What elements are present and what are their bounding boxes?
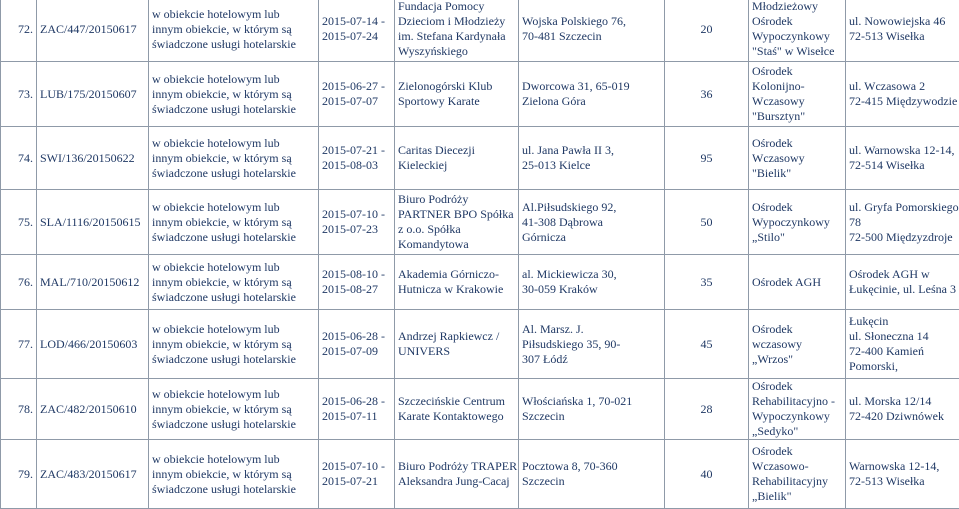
organizer-address-cell [519,310,665,379]
accommodation-form-line: w obiekcie hotelowym lub [152,7,315,22]
organizer-line: Fundacja Pomocy [398,0,515,14]
facility-name-line: Ośrodek [752,14,842,29]
accommodation-form-line: innym obiekcie, w którym są [152,337,315,352]
table-row [1,127,959,190]
organizer-cell [395,190,519,255]
participant-count-cell: 40 [665,440,749,509]
accommodation-form-line: innym obiekcie, w którym są [152,275,315,290]
date-range-line: 2015-07-10 - [322,207,391,222]
date-range-line: 2015-06-27 - [322,79,391,94]
organizer-line: PARTNER BPO Spółka [398,207,515,222]
facility-location-line: 72-420 Dziwnówek [849,409,956,424]
facility-name-line: Wypoczynkowy [752,409,842,424]
organizer-line: Andrzej Rapkiewcz / [398,329,515,344]
date-range-line: 2015-06-28 - [322,394,391,409]
organizer-address-line: 41-308 Dąbrowa [522,215,661,230]
registration-number-cell: LUB/175/20150607 [37,62,149,127]
organizer-line: Karate Kontaktowego [398,409,515,424]
facility-location-line: ul. Gryfa Pomorskiego [849,200,956,215]
organizer-address-cell [519,255,665,310]
accommodation-form-line: innym obiekcie, w którym są [152,87,315,102]
participant-count-cell: 45 [665,310,749,379]
organizer-line: Akademia Górniczo- [398,267,515,282]
organizer-line: Caritas Diecezji [398,143,515,158]
organizer-address-line: Włościańska 1, 70-021 [522,394,661,409]
facility-name-cell [749,440,846,509]
facility-name-cell [749,255,846,310]
organizer-address-cell [519,0,665,62]
facility-name-line: „Wrzos" [752,352,842,367]
facility-name-line: Rehabilitacyjny [752,474,842,489]
organizer-line: Biuro Podróży [398,192,515,207]
participant-count-cell: 36 [665,62,749,127]
accommodation-form-line: świadczone usługi hotelarskie [152,482,315,497]
date-range-line: 2015-07-14 - [322,14,391,29]
facility-location-line: 78 [849,215,956,230]
facility-location-line: Łukęcinie, ul. Leśna 3 [849,282,956,297]
date-range-line: 2015-06-28 - [322,329,391,344]
facility-location-line: Warnowska 12-14, [849,459,956,474]
facility-name-line: Ośrodek [752,444,842,459]
facility-name-line: Ośrodek [752,136,842,151]
organizer-address-cell [519,127,665,190]
table-row [1,440,959,509]
entry-number-cell: 77. [1,310,37,379]
organizer-line: Hutnicza w Krakowie [398,282,515,297]
organizer-line: UNIVERS [398,344,515,359]
organizer-line: Kieleckiej [398,158,515,173]
accommodation-form-cell [149,440,319,509]
organizer-address-line: Zielona Góra [522,94,661,109]
organizer-address-line: Górnicza [522,230,661,245]
date-range-line: 2015-07-11 [322,409,391,424]
entry-number-cell: 76. [1,255,37,310]
organizer-cell [395,0,519,62]
date-range-line: 2015-07-07 [322,94,391,109]
entry-number-cell: 72. [1,0,37,62]
table-row [1,62,959,127]
facility-name-line: Ośrodek AGH [752,275,842,290]
accommodation-form-cell [149,255,319,310]
facility-name-line: "Staś" w Wisełce [752,44,842,59]
accommodation-form-line: innym obiekcie, w którym są [152,467,315,482]
accommodation-form-line: świadczone usługi hotelarskie [152,102,315,117]
accommodation-form-line: innym obiekcie, w którym są [152,151,315,166]
facility-name-line: wczasowy [752,337,842,352]
facility-name-line: Ośrodek [752,379,842,394]
organizer-address-cell [519,62,665,127]
date-range-line: 2015-08-03 [322,158,391,173]
date-range-line: 2015-08-27 [322,282,391,297]
organizer-cell [395,62,519,127]
facility-location-line: 72-513 Wisełka [849,474,956,489]
table-row [1,379,959,440]
facility-location-cell [846,310,959,379]
facility-name-line: Ośrodek [752,64,842,79]
accommodation-form-cell [149,310,319,379]
entry-number-cell: 73. [1,62,37,127]
entry-number-cell: 78. [1,379,37,440]
facility-name-line: Kolonijno- [752,79,842,94]
date-range-cell [319,62,395,127]
facility-name-cell [749,62,846,127]
accommodation-form-line: świadczone usługi hotelarskie [152,37,315,52]
facility-name-line: Rehabilitacyjno - [752,394,842,409]
organizer-line: Biuro Podróży TRAPER [398,459,515,474]
organizer-line: Sportowy Karate [398,94,515,109]
facility-location-cell [846,190,959,255]
facility-location-line: Pomorski, [849,359,956,374]
facility-name-line: "Bielik" [752,166,842,181]
facility-name-line: Wczasowy [752,151,842,166]
accommodation-form-line: świadczone usługi hotelarskie [152,417,315,432]
organizer-line: Wyszyńskiego [398,44,515,59]
date-range-line: 2015-07-21 - [322,143,391,158]
facility-location-line: ul. Wczasowa 2 [849,79,956,94]
facility-name-line: „Sedyko" [752,424,842,439]
organizer-address-line: Dworcowa 31, 65-019 [522,79,661,94]
organizer-address-line: al. Mickiewicza 30, [522,267,661,282]
accommodation-form-cell [149,62,319,127]
accommodation-form-line: w obiekcie hotelowym lub [152,200,315,215]
accommodation-form-line: w obiekcie hotelowym lub [152,452,315,467]
accommodation-form-line: innym obiekcie, w którym są [152,402,315,417]
organizer-address-line: Al.Piłsudskiego 92, [522,200,661,215]
facility-name-line: Wczasowo- [752,459,842,474]
date-range-line: 2015-07-24 [322,29,391,44]
participant-count-cell: 35 [665,255,749,310]
date-range-line: 2015-08-10 - [322,267,391,282]
accommodation-form-line: świadczone usługi hotelarskie [152,230,315,245]
date-range-cell [319,190,395,255]
facility-location-line: 72-400 Kamień [849,344,956,359]
registration-number-cell: ZAC/447/20150617 [37,0,149,62]
accommodation-form-line: świadczone usługi hotelarskie [152,352,315,367]
registration-number-cell: SWI/136/20150622 [37,127,149,190]
facility-name-line: „Bielik" [752,489,842,504]
organizer-line: Szczecińskie Centrum [398,394,515,409]
facility-location-line: Ośrodek AGH w [849,267,956,282]
accommodation-form-cell [149,127,319,190]
facility-name-line: "Bursztyn" [752,109,842,124]
facility-name-line: Wypoczynkowy [752,29,842,44]
date-range-line: 2015-07-09 [322,344,391,359]
table-row [1,0,959,62]
accommodation-form-cell [149,0,319,62]
registration-number-cell: ZAC/482/20150610 [37,379,149,440]
facility-location-cell [846,379,959,440]
facility-location-cell [846,127,959,190]
date-range-cell [319,440,395,509]
organizer-address-line: Pocztowa 8, 70-360 [522,459,661,474]
table-row [1,310,959,379]
facility-location-cell [846,0,959,62]
table-row [1,190,959,255]
entry-number-cell: 79. [1,440,37,509]
organizer-line: Aleksandra Jung-Cacaj [398,474,515,489]
registration-number-cell: MAL/710/20150612 [37,255,149,310]
participant-count-cell: 50 [665,190,749,255]
facility-name-cell [749,127,846,190]
facility-location-line: 72-514 Wisełka [849,158,956,173]
organizer-address-cell [519,379,665,440]
organizer-line: Zielonogórski Klub [398,79,515,94]
facility-location-cell [846,62,959,127]
organizer-address-line: Wojska Polskiego 76, [522,14,661,29]
organizer-cell [395,255,519,310]
facility-location-line: 72-415 Międzywodzie [849,94,956,109]
date-range-cell [319,379,395,440]
facility-location-line: ul. Morska 12/14 [849,394,956,409]
facility-name-cell [749,190,846,255]
organizer-address-line: Piłsudskiego 35, 90- [522,337,661,352]
date-range-line: 2015-07-21 [322,474,391,489]
facility-location-line: Łukęcin [849,314,956,329]
organizer-cell [395,127,519,190]
date-range-cell [319,127,395,190]
facility-name-cell [749,0,846,62]
accommodation-form-cell [149,190,319,255]
accommodation-form-line: w obiekcie hotelowym lub [152,72,315,87]
accommodation-form-line: w obiekcie hotelowym lub [152,260,315,275]
organizer-address-line: Szczecin [522,409,661,424]
accommodation-form-line: w obiekcie hotelowym lub [152,387,315,402]
organizer-line: Dzieciom i Młodzieży [398,14,515,29]
facility-name-line: Wypoczynkowy [752,215,842,230]
organizer-address-line: 307 Łódź [522,352,661,367]
facility-location-line: ul. Słoneczna 14 [849,329,956,344]
facility-name-line: Ośrodek [752,200,842,215]
participant-count-cell: 20 [665,0,749,62]
organizer-address-line: 70-481 Szczecin [522,29,661,44]
facility-location-line: 72-513 Wisełka [849,29,956,44]
facility-name-cell [749,379,846,440]
organizer-cell [395,379,519,440]
organizer-address-line: Szczecin [522,474,661,489]
organizer-address-line: 25-013 Kielce [522,158,661,173]
registration-number-cell: SLA/1116/20150615 [37,190,149,255]
facility-name-line: Wczasowy [752,94,842,109]
facility-location-line: 72-500 Międzyzdroje [849,230,956,245]
organizer-cell [395,310,519,379]
facility-name-line: „Stilo" [752,230,842,245]
date-range-line: 2015-07-23 [322,222,391,237]
accommodation-form-line: innym obiekcie, w którym są [152,215,315,230]
organizer-cell [395,440,519,509]
accommodation-form-line: w obiekcie hotelowym lub [152,136,315,151]
accommodation-form-line: w obiekcie hotelowym lub [152,322,315,337]
date-range-cell [319,0,395,62]
organizer-address-cell [519,440,665,509]
table-row [1,255,959,310]
registration-number-cell: ZAC/483/20150617 [37,440,149,509]
facility-location-cell [846,255,959,310]
facility-location-cell [846,440,959,509]
registration-number-cell: LOD/466/20150603 [37,310,149,379]
organizer-line: im. Stefana Kardynała [398,29,515,44]
accommodation-form-line: świadczone usługi hotelarskie [152,290,315,305]
organizer-address-cell [519,190,665,255]
date-range-line: 2015-07-10 - [322,459,391,474]
organizer-line: Komandytowa [398,237,515,252]
organizer-address-line: ul. Jana Pawła II 3, [522,143,661,158]
facility-location-line: ul. Warnowska 12-14, [849,143,956,158]
facility-location-line: ul. Nowowiejska 46 [849,14,956,29]
participant-count-cell: 95 [665,127,749,190]
facility-name-cell [749,310,846,379]
accommodation-form-cell [149,379,319,440]
facility-name-line: Ośrodek [752,322,842,337]
accommodation-form-line: świadczone usługi hotelarskie [152,166,315,181]
organizer-line: z o.o. Spółka [398,222,515,237]
participant-count-cell: 28 [665,379,749,440]
entry-number-cell: 74. [1,127,37,190]
entry-number-cell: 75. [1,190,37,255]
date-range-cell [319,255,395,310]
date-range-cell [319,310,395,379]
organizer-address-line: 30-059 Kraków [522,282,661,297]
organizer-address-line: Al. Marsz. J. [522,322,661,337]
accommodation-form-line: innym obiekcie, w którym są [152,22,315,37]
facility-name-line: Młodzieżowy [752,0,842,14]
